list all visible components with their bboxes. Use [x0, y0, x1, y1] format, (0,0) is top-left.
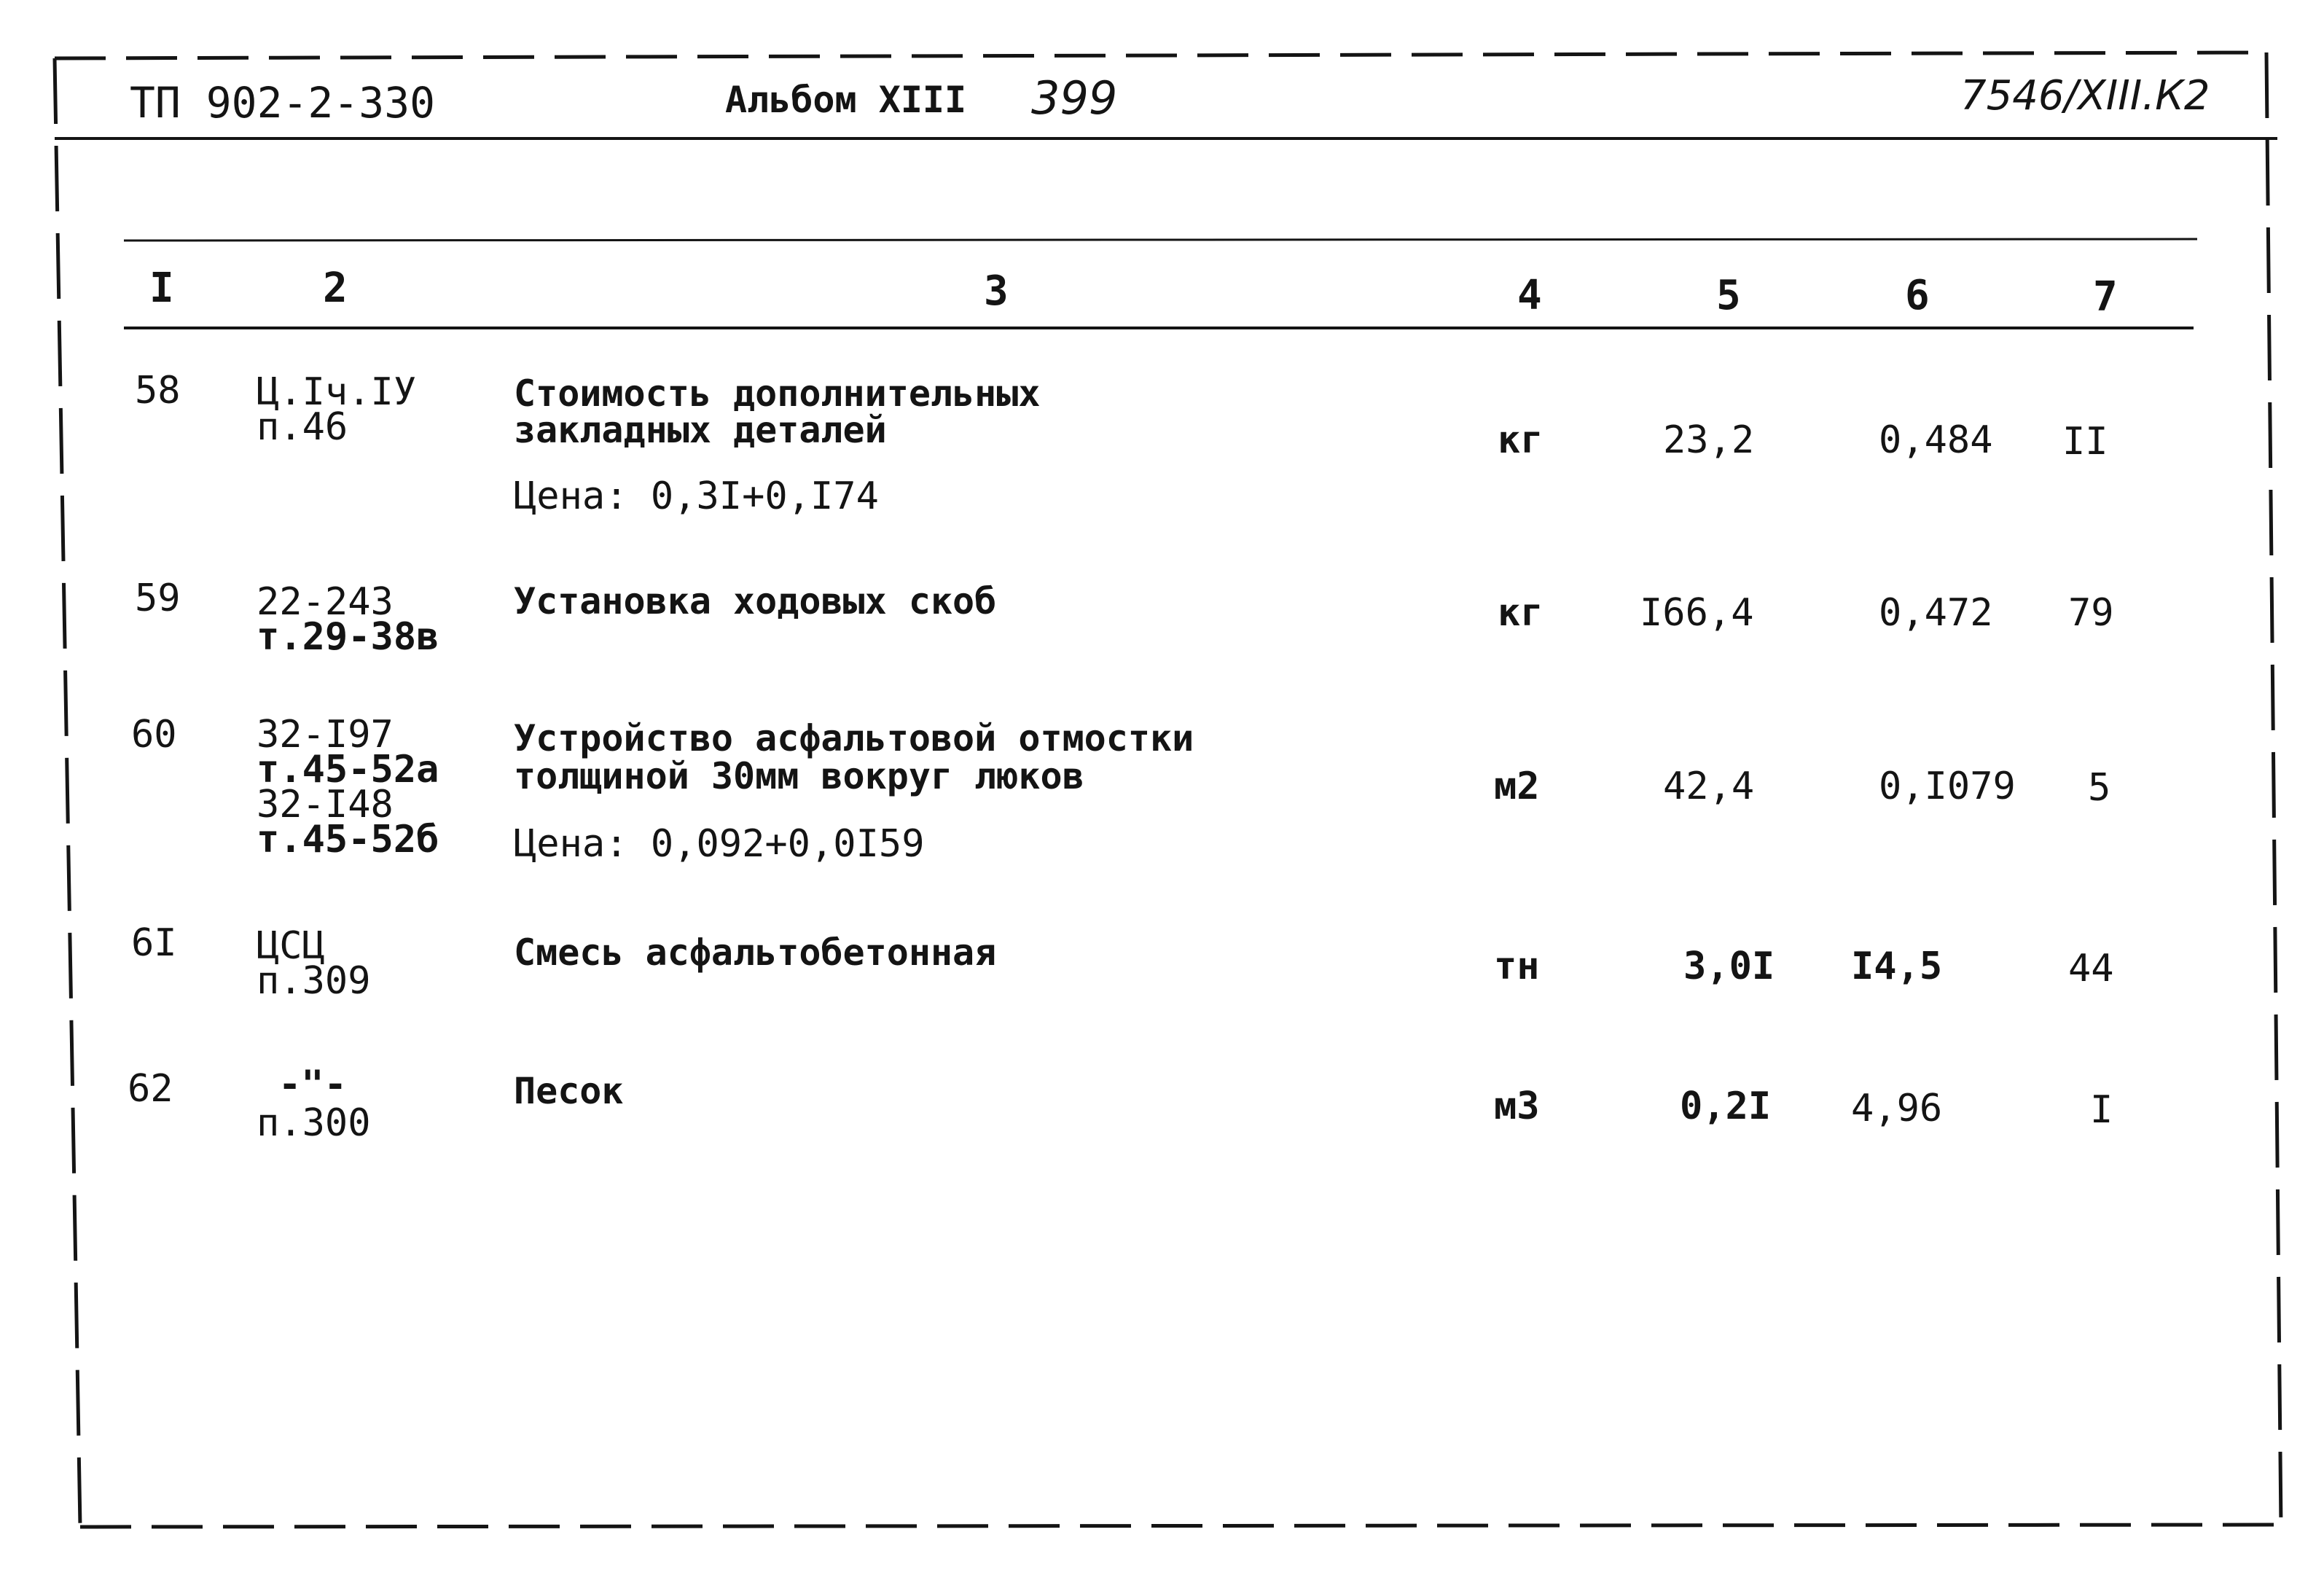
row-number: 62 — [128, 1067, 173, 1111]
column-header-2: 2 — [323, 265, 348, 312]
row-unit-cost: 0,472 — [1879, 591, 1993, 635]
row-code-line: Ц.Iч.IУ — [257, 370, 417, 414]
table-top-rule — [124, 239, 2197, 241]
row-quantity: 42,4 — [1663, 765, 1755, 808]
row-code-line: п.46 — [257, 405, 348, 449]
row-unit-cost: 0,484 — [1879, 418, 1993, 462]
row-code-line: т.45-52б — [257, 818, 439, 861]
row-quantity: 23,2 — [1663, 418, 1755, 462]
row-price-note: Цена: 0,3I+0,I74 — [514, 474, 879, 518]
row-unit-cost: 0,I079 — [1879, 765, 2016, 808]
row-code-line: 32-I48 — [257, 783, 394, 826]
row-description-line: Песок — [514, 1070, 624, 1112]
row-unit-cost: 4,96 — [1851, 1087, 1943, 1130]
row-total: I — [2090, 1088, 2113, 1132]
row-unit: м3 — [1494, 1084, 1540, 1128]
project-code: ТП 902-2-330 — [130, 78, 436, 128]
frame-bottom-border — [80, 1525, 2281, 1527]
column-header-5: 5 — [1716, 272, 1741, 319]
row-total: II — [2062, 420, 2108, 464]
album-label: Альбом XIII — [725, 79, 967, 121]
row-price-note: Цена: 0,092+0,0I59 — [514, 822, 925, 866]
row-code-line: 32-I97 — [257, 713, 394, 757]
row-description-line: Стоимость дополнительных — [514, 372, 1041, 415]
frame-right-border — [2266, 52, 2281, 1527]
row-total: 5 — [2088, 766, 2111, 810]
row-unit-cost: I4,5 — [1851, 945, 1943, 988]
row-code-line: -"- — [278, 1063, 347, 1106]
row-code-line: т.29-38в — [257, 615, 439, 659]
column-header-3: 3 — [984, 267, 1009, 315]
row-code-line: п.309 — [257, 959, 371, 1003]
row-quantity: I66,4 — [1640, 591, 1754, 635]
row-total: 44 — [2068, 947, 2114, 990]
row-number: 59 — [135, 577, 181, 620]
column-header-1: I — [149, 265, 174, 312]
row-number: 6I — [131, 921, 177, 965]
row-unit: тн — [1494, 945, 1540, 988]
page-number: 399 — [1031, 71, 1118, 125]
row-unit: м2 — [1494, 765, 1540, 808]
row-total: 79 — [2068, 591, 2114, 635]
row-code-line: п.300 — [257, 1101, 371, 1145]
row-number: 60 — [131, 713, 177, 757]
row-code-line: 22-243 — [257, 580, 394, 624]
row-number: 58 — [135, 369, 181, 413]
row-description-line: Смесь асфальтобетонная — [514, 931, 997, 974]
row-quantity: 3,0I — [1683, 945, 1775, 988]
row-unit: кг — [1498, 591, 1544, 635]
row-quantity: 0,2I — [1680, 1084, 1772, 1128]
row-description-line: Устройство асфальтовой отмостки — [514, 717, 1194, 759]
frame-left-border — [55, 58, 80, 1527]
row-description-line: закладных деталей — [514, 409, 887, 451]
frame-top-border — [55, 52, 2266, 58]
column-header-4: 4 — [1517, 272, 1542, 319]
column-header-7: 7 — [2093, 273, 2118, 321]
row-code-line: ЦСЦ — [257, 924, 325, 968]
row-code-line: т.45-52а — [257, 748, 439, 792]
row-description-line: Установка ходовых скоб — [514, 580, 997, 622]
row-description-line: толщиной 30мм вокруг люков — [514, 755, 1084, 797]
archive-code: 7546/XIII.К2 — [1960, 72, 2210, 120]
row-unit: кг — [1498, 418, 1544, 462]
column-header-6: 6 — [1905, 272, 1930, 319]
